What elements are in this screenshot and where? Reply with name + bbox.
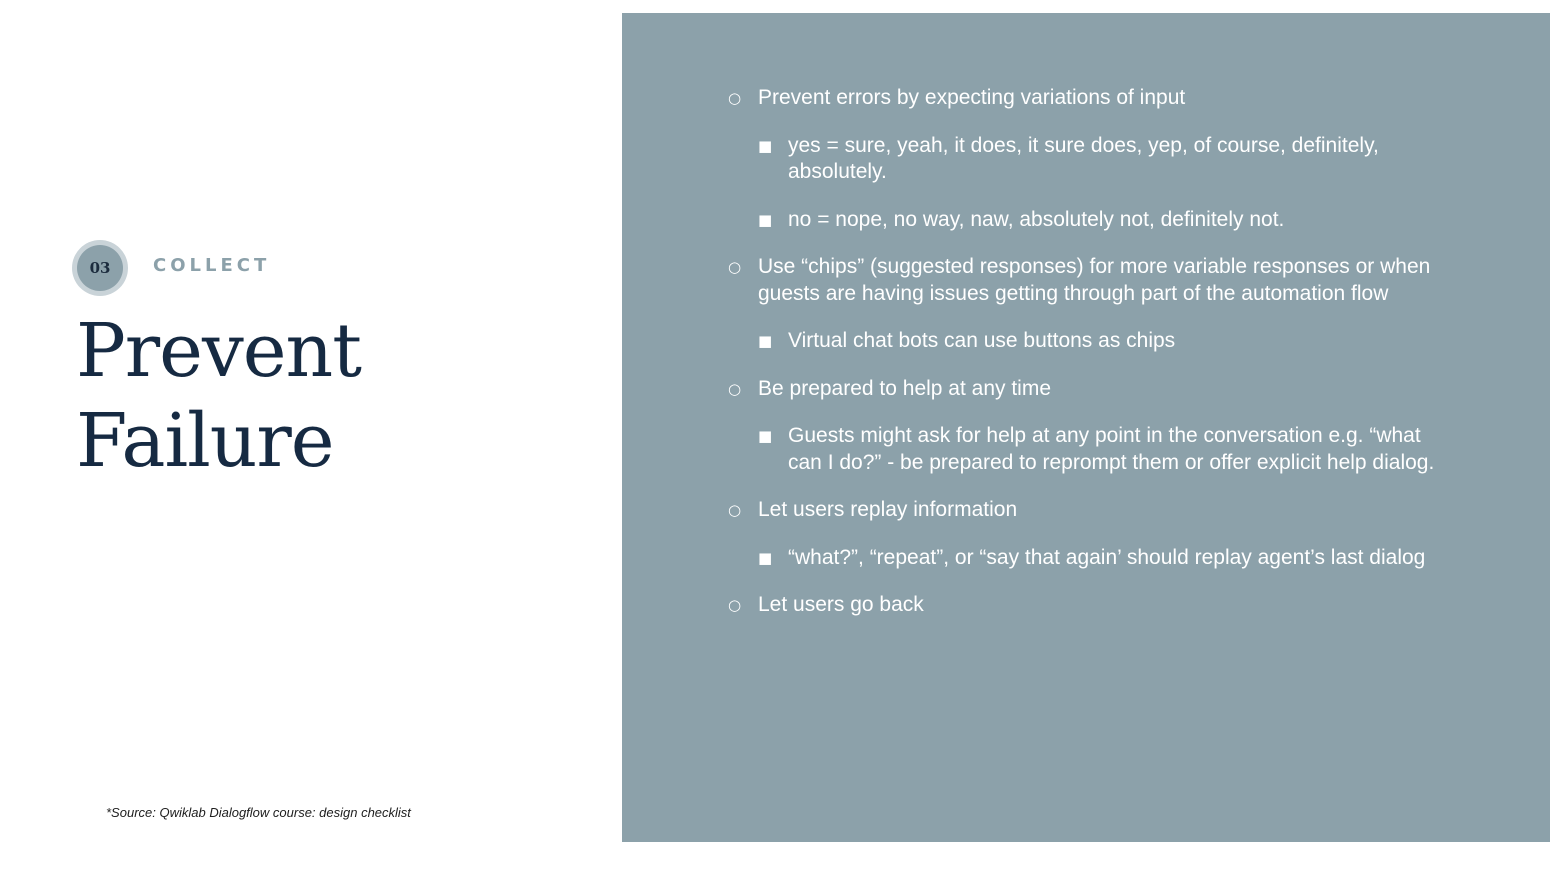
bullet-item [728, 85, 1448, 112]
bullet-list [728, 85, 1448, 640]
sub-bullet-item [728, 133, 1448, 186]
bullet-text: Virtual chat bots can use buttons as chips [788, 329, 1176, 352]
sub-bullet-item [728, 328, 1448, 355]
filled-square-bullet-icon: ■ [758, 210, 773, 229]
bullet-text: no = nope, no way, naw, absolutely not, definitely not. [788, 207, 1285, 231]
bullet-text: Be prepared to help at any time [758, 376, 1052, 400]
slide-title-line-1: Prevent [76, 308, 361, 394]
filled-square-bullet-icon: ■ [758, 427, 773, 445]
bullet-text: Let users replay information [758, 498, 1018, 521]
section-number: 03 [77, 245, 123, 291]
filled-square-bullet-icon: ■ [758, 332, 773, 350]
bullet-item [728, 376, 1448, 403]
filled-square-bullet-icon: ■ [758, 548, 773, 567]
content-panel [622, 13, 1550, 842]
bullet-item [728, 592, 1448, 619]
sub-bullet-item [728, 207, 1448, 234]
filled-square-bullet-icon: ■ [758, 136, 773, 155]
bullet-item [728, 497, 1448, 524]
hollow-circle-bullet-icon: ○ [728, 379, 742, 398]
hollow-circle-bullet-icon: ○ [728, 596, 742, 614]
hollow-circle-bullet-icon: ○ [728, 89, 742, 107]
source-note: *Source: Qwiklab Dialogflow course: design checklist [106, 805, 411, 820]
hollow-circle-bullet-icon: ○ [728, 258, 742, 276]
bullet-text: Guests might ask for help at any point in the conversation e.g. “what can I do?” - be prepared to reprompt them or offer explicit help dialog. [788, 424, 1435, 474]
bullet-text: Use “chips” (suggested responses) for more variable responses or when guests are having issues getting through part of the automation flow [758, 255, 1431, 305]
hollow-circle-bullet-icon: ○ [728, 501, 742, 519]
bullet-text: Let users go back [758, 593, 924, 616]
slide-title [76, 306, 536, 486]
bullet-item [728, 254, 1448, 307]
bullet-text: “what?”, “repeat”, or “say that again’ should replay agent’s last dialog [788, 545, 1426, 569]
section-number-badge [72, 240, 128, 296]
slide-title-line-2: Failure [76, 398, 334, 484]
section-label: COLLECT [153, 255, 271, 276]
sub-bullet-item [728, 545, 1448, 572]
bullet-text: Prevent errors by expecting variations of input [758, 86, 1186, 109]
sub-bullet-item [728, 423, 1448, 476]
bullet-text: yes = sure, yeah, it does, it sure does, yep, of course, definitely, absolutely. [788, 133, 1379, 183]
